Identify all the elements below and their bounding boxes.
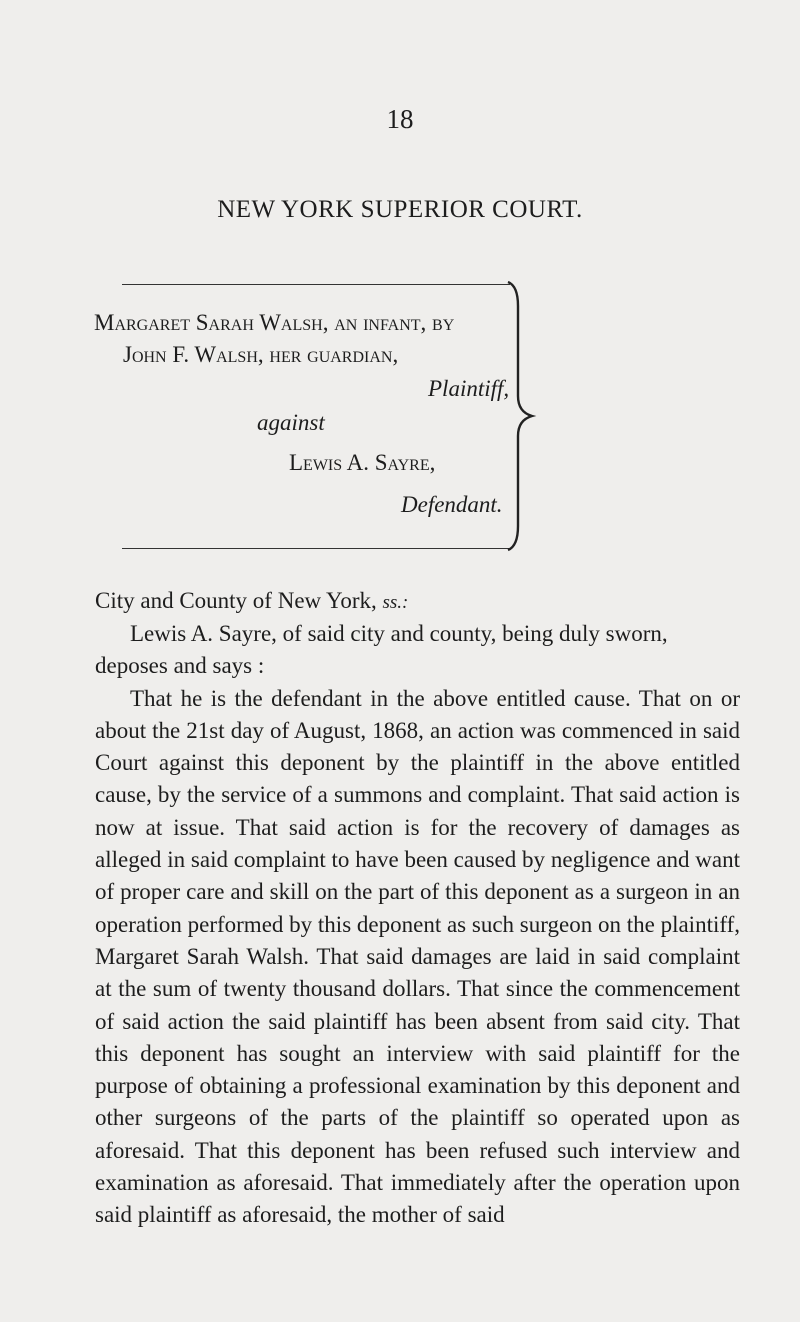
plaintiff-role: Plaintiff, [428, 376, 510, 401]
venue-text: City and County of New York, [95, 588, 377, 613]
court-title: NEW YORK SUPERIOR COURT. [217, 196, 583, 223]
versus-label: against [257, 410, 325, 435]
affidavit-body [95, 618, 740, 1232]
caption-bottom-rule [122, 548, 510, 549]
defendant-role: Defendant. [401, 492, 503, 517]
page-number: 18 [386, 104, 414, 134]
plaintiff-guardian: John F. Walsh, her guardian, [123, 342, 399, 367]
plaintiff-name: Margaret Sarah Walsh, an infant, by [94, 310, 455, 335]
caption-top-rule [122, 284, 510, 285]
venue-line [95, 588, 408, 614]
affidavit-intro-paragraph: Lewis A. Sayre, of said city and county, being duly sworn, deposes and says : [95, 621, 668, 679]
defendant-name: Lewis A. Sayre, [289, 450, 436, 475]
affidavit-main-paragraph: That he is the defendant in the above entitled cause. That on or about the 21st day of August, 1868, an action was commenced in said Court against this deponent by the plaintiff in the above entitled cause, by the service of a summons and complaint. That said action is now at issue. That said action is for the recovery of damages as alleged in said complaint to have been caused by negligence and want of proper care and skill on the part of this deponent as a surgeon in an operation performed by this deponent as such surgeon on the plaintiff, Margaret Sarah Walsh. That said damages are laid in said complaint at the sum of twenty thousand dollars. That since the commencement of said action the said plaintiff has been absent from said city. That this deponent has sought an interview with said plaintiff for the purpose of obtaining a professional examination by this deponent and other surgeons of the parts of the plaintiff so operated upon as aforesaid. That this deponent has been refused such interview and examination as aforesaid. That immediately after the operation upon said plaintiff as aforesaid, the mother of said [95, 685, 740, 1228]
caption-brace [504, 278, 544, 554]
venue-ss: ss.: [382, 592, 409, 613]
